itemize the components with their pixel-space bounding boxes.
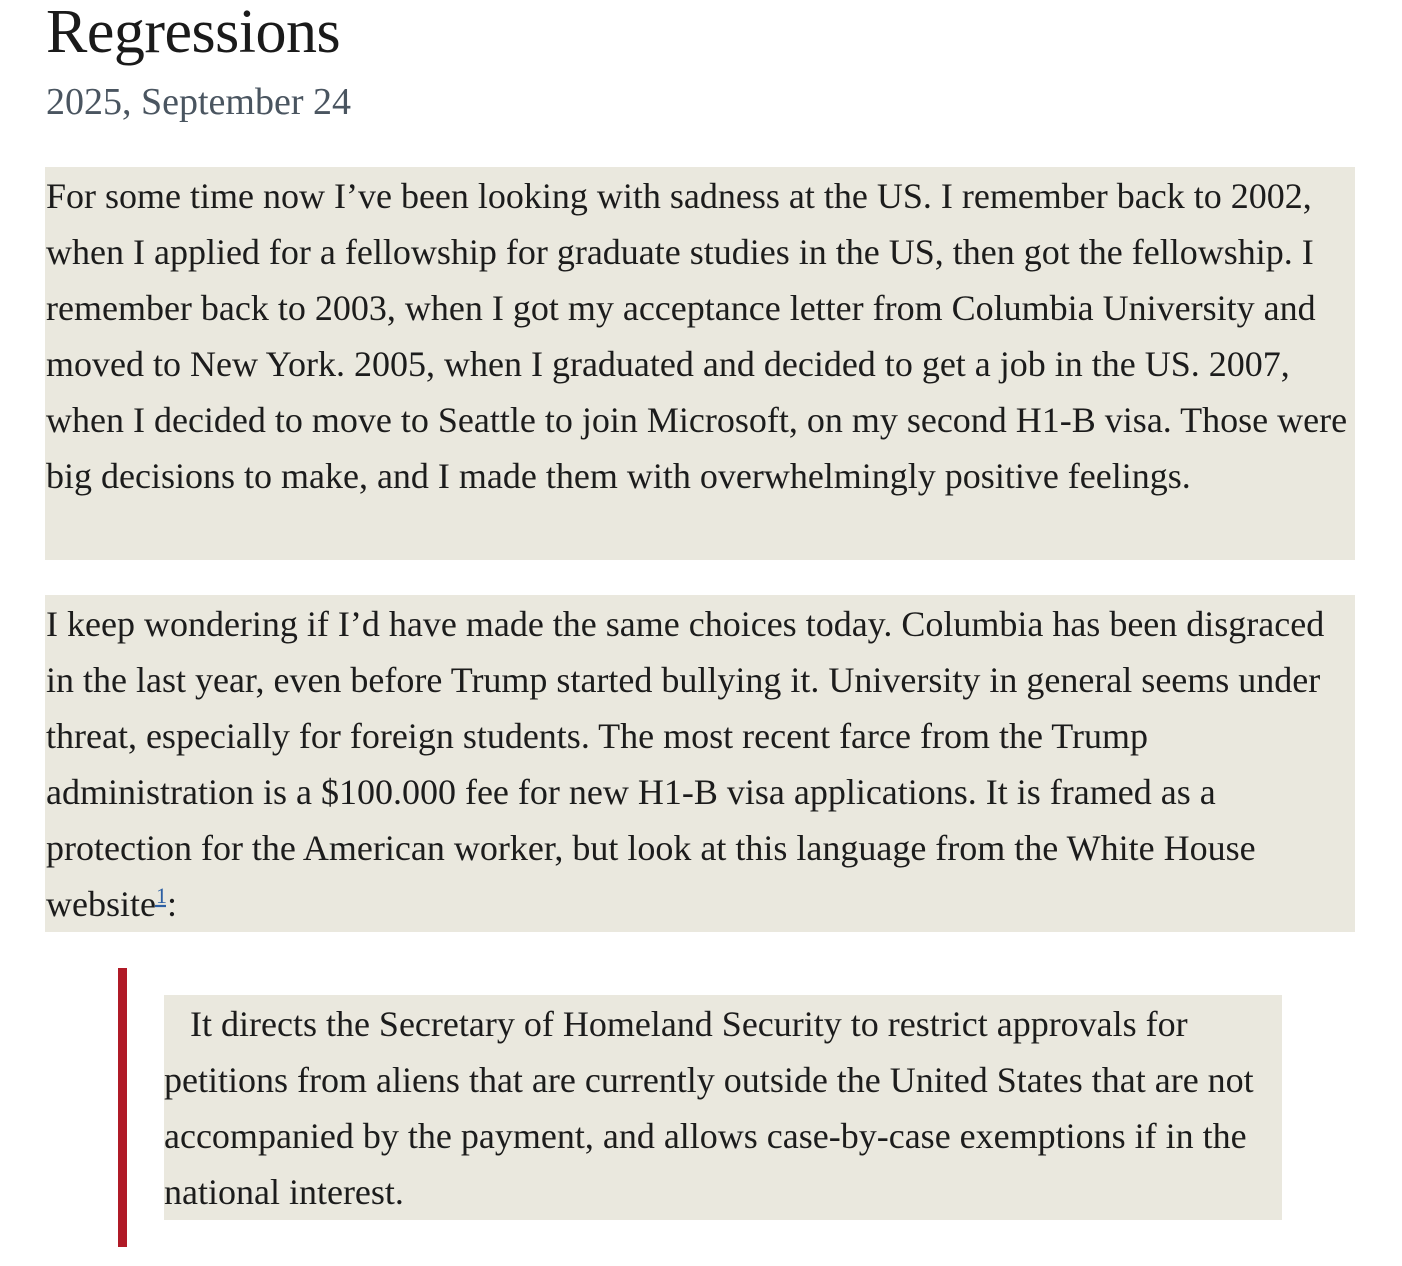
article-title: Regressions <box>46 0 341 66</box>
paragraph-2 <box>45 595 1355 932</box>
paragraph-2-end: : <box>166 884 177 924</box>
article-date: 2025, September 24 <box>46 81 352 123</box>
blockquote-bar <box>118 968 127 1247</box>
paragraph-1: For some time now I’ve been looking with sadness at the US. I remember back to 2002, when I applied for a fellowship for graduate studies in the US, then got the fellowship. I remember back to 2003, when I got my acceptance letter from Columbia University and moved to New York. 2005, when I graduated and decided to get a job in the US. 2007, when I decided to move to Seattle to join Microsoft, on my second H1-B visa. Those were big decisions to make, and I made them with overwhelmingly positive feelings. <box>45 167 1355 560</box>
blockquote: It directs the Secretary of Homeland Security to restrict approvals for petitions from aliens that are currently outside the United States that are not accompanied by the payment, and allows case-by-case exemptions if in the national interest. <box>164 995 1282 1220</box>
footnote-link[interactable]: 1 <box>155 883 167 908</box>
paragraph-2-text: I keep wondering if I’d have made the same choices today. Columbia has been disgraced in the last year, even before Trump started bullying it. University in general seems under threat, especially for foreign students. The most recent farce from the Trump administration is a $100.000 fee for new H1-B visa applications. It is framed as a protection for the American worker, but look at this language from the White House website <box>46 604 1325 924</box>
